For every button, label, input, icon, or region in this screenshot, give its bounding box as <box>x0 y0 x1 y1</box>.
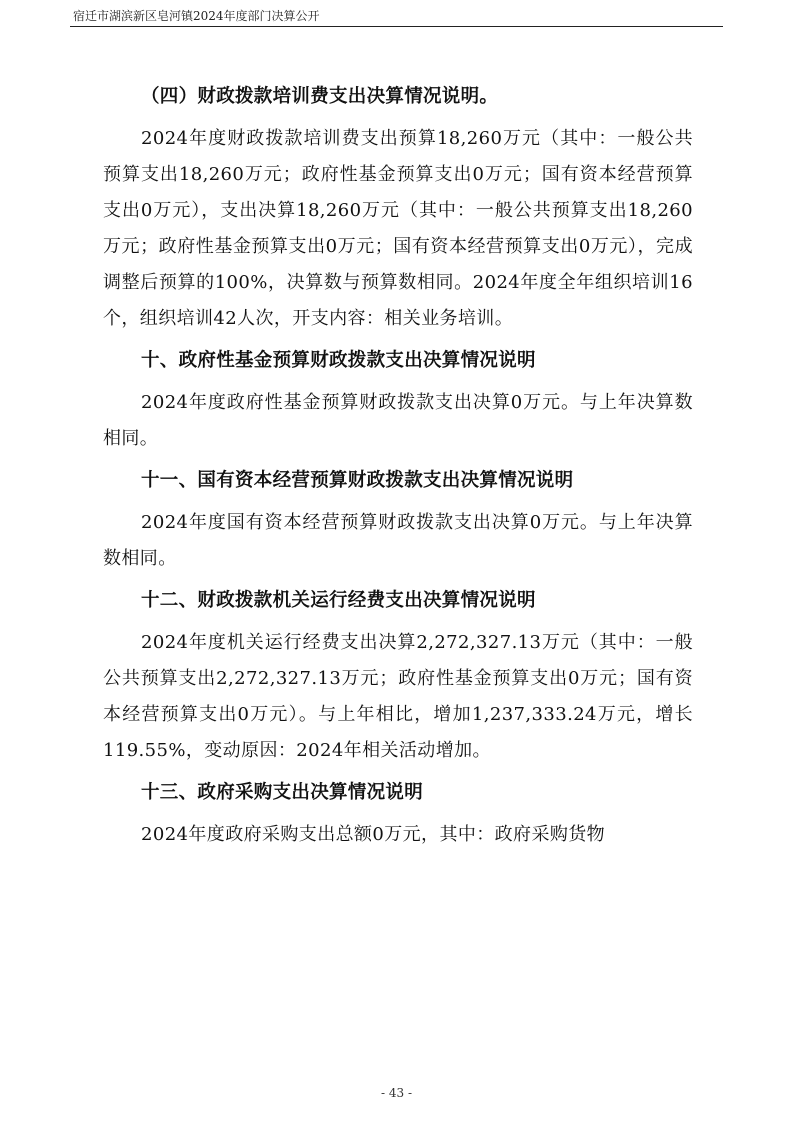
section-heading-procurement: 十三、政府采购支出决算情况说明 <box>141 782 424 803</box>
section-paragraph-state-capital: 2024年度国有资本经营预算财政拨款支出决算0万元。与上年决算数相同。 <box>103 512 693 569</box>
section-paragraph-training-fee: 2024年度财政拨款培训费支出预算18,260万元（其中：一般公共预算支出18,260万元；政府性基金预算支出0万元；国有资本经营预算支出0万元），支出决算18,260万元（其中：一般公共预算支出18,260万元；政府性基金预算支出0万元；国有资本经营预算支出0万元），完成调整后预算的100%，决算数与预算数相同。2024年度全年组织培训16个，组织培训42人次，开支内容：相关业务培训。 <box>103 128 693 329</box>
section-paragraph-operating-cost: 2024年度机关运行经费支出决算2,272,327.13万元（其中：一般公共预算支出2,272,327.13万元；政府性基金预算支出0万元；国有资本经营预算支出0万元）。与上年相比，增加1,237,333.24万元，增长119.55%，变动原因：2024年相关活动增加。 <box>103 632 693 761</box>
document-body <box>103 82 693 862</box>
section-heading-operating-cost: 十二、财政拨款机关运行经费支出决算情况说明 <box>141 590 536 611</box>
section-heading-gov-fund: 十、政府性基金预算财政拨款支出决算情况说明 <box>141 350 536 371</box>
section-heading-state-capital: 十一、国有资本经营预算财政拨款支出决算情况说明 <box>141 470 574 491</box>
page-number: - 43 - <box>380 1086 412 1100</box>
section-paragraph-gov-fund: 2024年度政府性基金预算财政拨款支出决算0万元。与上年决算数相同。 <box>103 392 693 449</box>
section-heading-training-fee: （四）财政拨款培训费支出决算情况说明。 <box>141 86 499 107</box>
section-paragraph-procurement: 2024年度政府采购支出总额0万元，其中：政府采购货物 <box>141 824 606 845</box>
page-header: 宿迁市湖滨新区皂河镇2024年度部门决算公开 <box>73 9 320 23</box>
header-divider <box>70 26 723 27</box>
